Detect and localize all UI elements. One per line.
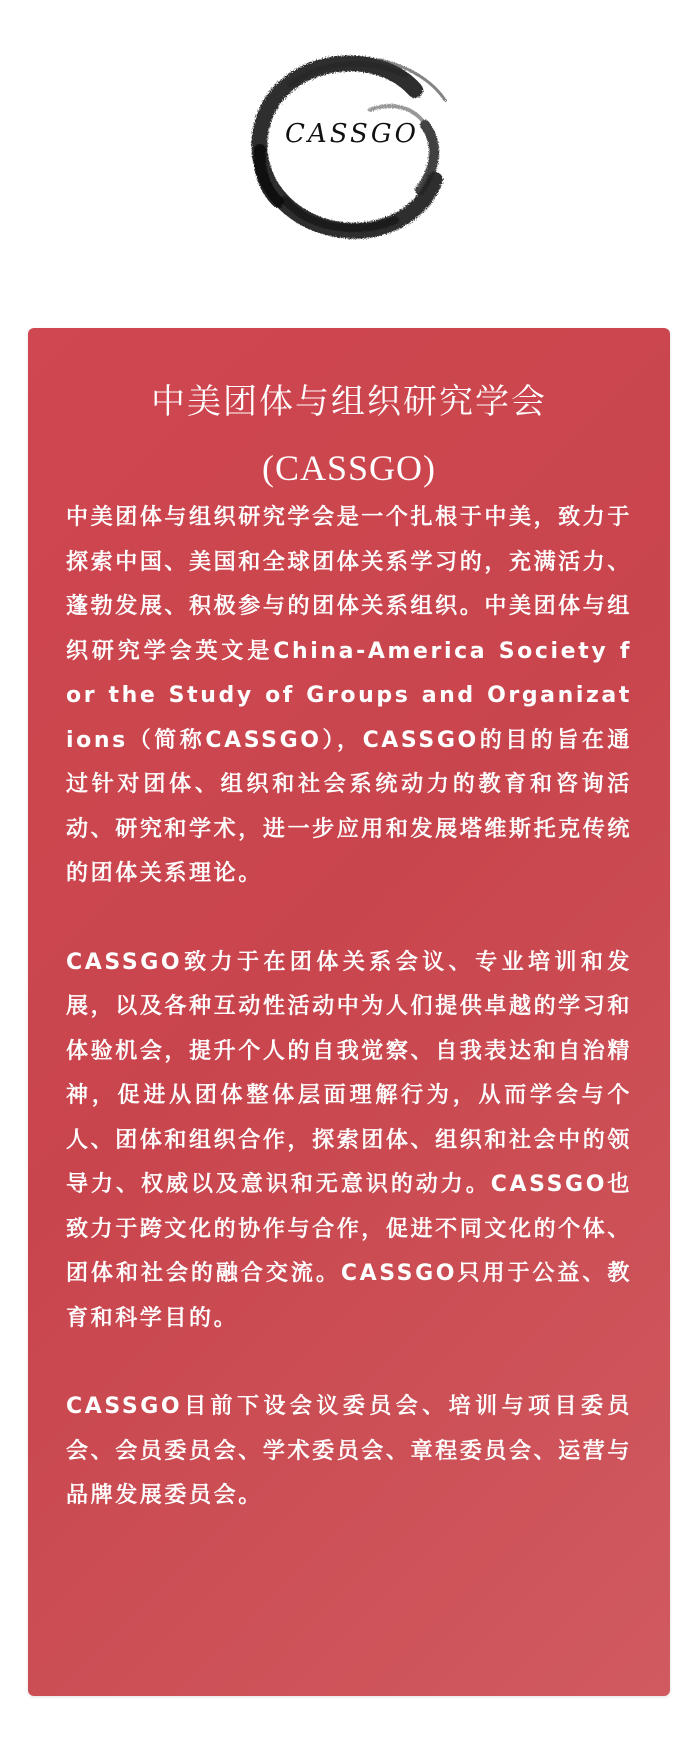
ink-circle-logo-icon xyxy=(230,30,470,250)
organization-title: 中美团体与组织研究学会 xyxy=(151,382,547,422)
logo-text: CASSGO xyxy=(285,119,419,149)
intro-paragraph-2: CASSGO致力于在团体关系会议、专业培训和发展，以及各种互动性活动中为人们提供卓越的学习和体验机会，提升个人的自我觉察、自我表达和自治精神，促进从团体整体层面理解行为，从而学会与个人、团体和组织合作，探索团体、组织和社会中的领导力、权威以及意识和无意识的动力。CASSGO也致力于跨文化的协作与合作，促进不同文化的个体、团体和社会的融合交流。CASSGO只用于公益、教育和科学目的。 xyxy=(66,949,632,1331)
intro-paragraph-3: CASSGO目前下设会议委员会、培训与项目委员会、会员委员会、学术委员会、章程委员会、运营与品牌发展委员会。 xyxy=(66,1394,632,1508)
intro-paragraph-1: 中美团体与组织研究学会是一个扎根于中美，致力于探索中国、美国和全球团体关系学习的，充满活力、蓬勃发展、积极参与的团体关系组织。中美团体与组织研究学会英文是China-America Society for the Study of Groups and Organizations（简称CASSGO），CASSGO的目的旨在通过针对团体、组织和社会系统动力的教育和咨询活动、研究和学术，进一步应用和发展塔维斯托克传统的团体关系理论。 xyxy=(66,505,632,886)
organization-abbreviation: (CASSGO) xyxy=(261,448,437,488)
cassgo-logo xyxy=(230,30,470,250)
intro-card xyxy=(28,328,670,1696)
